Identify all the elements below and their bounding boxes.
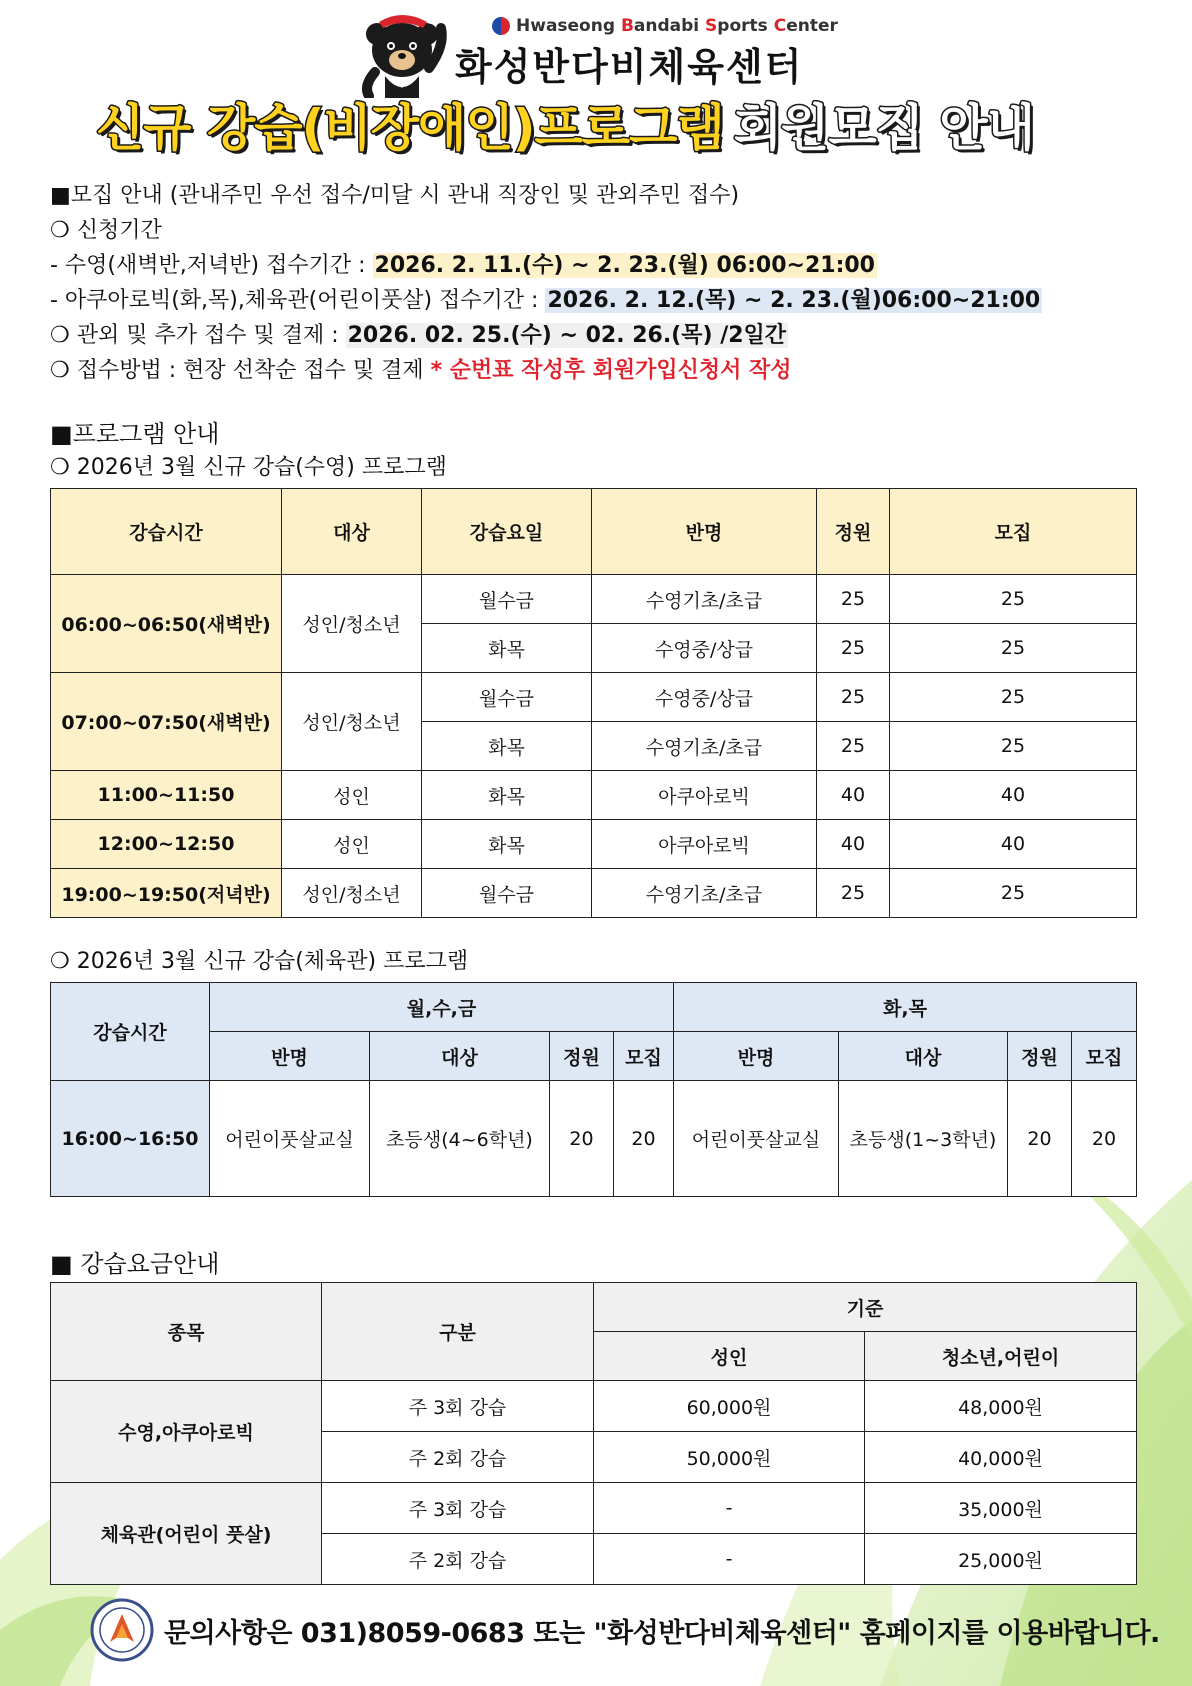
table-row	[51, 1381, 1137, 1432]
aqua-period-label: - 아쿠아로빅(화,목),체육관(어린이풋살) 접수기간 :	[50, 288, 546, 313]
period-label: ❍ 신청기간	[50, 218, 162, 243]
brand-en-part: C	[773, 16, 787, 36]
col-header: 반명	[210, 1032, 370, 1081]
extra-period-value: 2026. 02. 25.(수) ~ 02. 26.(목) /2일간	[347, 323, 787, 348]
col-header: 강습시간	[51, 489, 282, 575]
swim-period-label: - 수영(새벽반,저녁반) 접수기간 :	[50, 253, 373, 278]
recruit-heading: ■모집 안내 (관내주민 우선 접수/미달 시 관내 직장인 및 관외주민 접수)	[50, 183, 740, 208]
title-part-1: 신규 강습(비장애인)프로그램	[96, 99, 724, 157]
brand-en-part: enter	[786, 16, 838, 36]
cell-time: 07:00~07:50(새벽반)	[51, 673, 282, 771]
cell-class: 수영기초/초급	[592, 869, 817, 918]
swim-program-table	[50, 488, 1137, 918]
cell-recruit: 25	[890, 722, 1137, 771]
cell-target: 초등생(4~6학년)	[370, 1081, 550, 1197]
cell-adult: -	[594, 1483, 865, 1534]
cell-adult: 50,000원	[594, 1432, 865, 1483]
table-subheader-row	[51, 1032, 1137, 1081]
cell-cap: 25	[817, 869, 890, 918]
table-header-row	[51, 983, 1137, 1032]
cell-days: 화목	[422, 624, 592, 673]
col-header: 모집	[890, 489, 1137, 575]
cell-youth: 40,000원	[865, 1432, 1137, 1483]
cell-time: 12:00~12:50	[51, 820, 282, 869]
cell-cap: 40	[817, 771, 890, 820]
cell-recruit: 20	[614, 1081, 674, 1197]
swim-period-line	[50, 248, 1150, 283]
cell-class: 수영중/상급	[592, 673, 817, 722]
cell-days: 화목	[422, 771, 592, 820]
col-header: 반명	[592, 489, 817, 575]
cell-div: 주 2회 강습	[322, 1432, 594, 1483]
cell-class: 어린이풋살교실	[674, 1081, 839, 1197]
swim-period-value: 2026. 2. 11.(수) ~ 2. 23.(월) 06:00~21:00	[374, 253, 875, 278]
table-row	[51, 1483, 1137, 1534]
cell-days: 월수금	[422, 673, 592, 722]
col-header: 모집	[614, 1032, 674, 1081]
cell-target: 성인/청소년	[282, 575, 422, 673]
brand-en-part: B	[620, 16, 634, 36]
col-group-mwf: 월,수,금	[210, 983, 674, 1032]
cell-cap: 20	[550, 1081, 614, 1197]
cell-class: 어린이풋살교실	[210, 1081, 370, 1197]
col-header: 정원	[817, 489, 890, 575]
table-row	[51, 1081, 1137, 1197]
cell-kind: 수영,아쿠아로빅	[51, 1381, 322, 1483]
col-header: 대상	[370, 1032, 550, 1081]
cell-class: 수영기초/초급	[592, 722, 817, 771]
extra-period-line	[50, 318, 1150, 353]
cell-days: 월수금	[422, 575, 592, 624]
col-header: 정원	[1008, 1032, 1072, 1081]
contact-text: 문의사항은 031)8059-0683 또는 "화성반다비체육센터" 홈페이지를 이용바랍니다.	[164, 1617, 1160, 1649]
table-row	[51, 820, 1137, 869]
cell-cap: 25	[817, 722, 890, 771]
cell-target: 성인	[282, 771, 422, 820]
cell-recruit: 20	[1072, 1081, 1137, 1197]
method-note: * 순번표 작성후 회원가입신청서 작성	[430, 358, 792, 383]
method-line	[50, 353, 1150, 388]
col-header: 반명	[674, 1032, 839, 1081]
cell-cap: 25	[817, 575, 890, 624]
cell-recruit: 25	[890, 869, 1137, 918]
table-row	[51, 869, 1137, 918]
col-header-youth: 청소년,어린이	[865, 1332, 1137, 1381]
cell-recruit: 40	[890, 771, 1137, 820]
col-header: 모집	[1072, 1032, 1137, 1081]
table-row	[51, 771, 1137, 820]
aqua-period-line	[50, 283, 1150, 318]
col-header-kind: 종목	[51, 1283, 322, 1381]
table-row	[51, 673, 1137, 722]
brand-en-part: H	[516, 16, 531, 36]
page-title	[96, 88, 1034, 160]
cell-adult: 60,000원	[594, 1381, 865, 1432]
recruit-info	[50, 178, 1150, 388]
cell-div: 주 3회 강습	[322, 1483, 594, 1534]
bear-mascot-icon	[355, 6, 455, 98]
cell-kind: 체육관(어린이 풋살)	[51, 1483, 322, 1585]
col-group-tt: 화,목	[674, 983, 1137, 1032]
cell-cap: 20	[1008, 1081, 1072, 1197]
cell-time: 19:00~19:50(저녁반)	[51, 869, 282, 918]
cell-time: 06:00~06:50(새벽반)	[51, 575, 282, 673]
gym-program-title: ❍ 2026년 3월 신규 강습(체육관) 프로그램	[50, 949, 469, 974]
center-seal-icon	[90, 1598, 154, 1662]
cell-youth: 35,000원	[865, 1483, 1137, 1534]
brand-en-part: waseong	[530, 16, 621, 36]
cell-class: 아쿠아로빅	[592, 820, 817, 869]
center-logo-icon	[492, 17, 510, 35]
cell-target: 성인/청소년	[282, 673, 422, 771]
program-heading: ■프로그램 안내	[50, 420, 220, 448]
cell-div: 주 2회 강습	[322, 1534, 594, 1585]
table-header-row	[51, 489, 1137, 575]
cell-youth: 48,000원	[865, 1381, 1137, 1432]
cell-youth: 25,000원	[865, 1534, 1137, 1585]
gym-program-table	[50, 982, 1137, 1197]
cell-days: 화목	[422, 820, 592, 869]
fee-table	[50, 1282, 1137, 1585]
cell-recruit: 25	[890, 673, 1137, 722]
cell-cap: 40	[817, 820, 890, 869]
cell-target: 성인/청소년	[282, 869, 422, 918]
cell-class: 아쿠아로빅	[592, 771, 817, 820]
brand-en-part: andabi	[633, 16, 706, 36]
swim-program-title: ❍ 2026년 3월 신규 강습(수영) 프로그램	[50, 455, 447, 480]
cell-target: 초등생(1~3학년)	[839, 1081, 1008, 1197]
col-header: 강습요일	[422, 489, 592, 575]
cell-recruit: 25	[890, 575, 1137, 624]
footer	[90, 1598, 1160, 1662]
cell-class: 수영기초/초급	[592, 575, 817, 624]
table-row	[51, 575, 1137, 624]
cell-class: 수영중/상급	[592, 624, 817, 673]
table-header-row	[51, 1283, 1137, 1332]
col-header-div: 구분	[322, 1283, 594, 1381]
extra-period-label: ❍ 관외 및 추가 접수 및 결제 :	[50, 323, 346, 348]
cell-cap: 25	[817, 673, 890, 722]
brand-english	[492, 16, 838, 36]
cell-time: 16:00~16:50	[51, 1081, 210, 1197]
col-header: 대상	[282, 489, 422, 575]
col-header-adult: 성인	[594, 1332, 865, 1381]
brand-en-part: S	[705, 16, 718, 36]
cell-recruit: 25	[890, 624, 1137, 673]
col-header: 정원	[550, 1032, 614, 1081]
cell-days: 월수금	[422, 869, 592, 918]
fee-heading: ■ 강습요금안내	[50, 1250, 220, 1278]
title-part-2: 회원모집 안내	[733, 99, 1034, 157]
cell-target: 성인	[282, 820, 422, 869]
brand-en-part: ports	[717, 16, 774, 36]
cell-cap: 25	[817, 624, 890, 673]
brand-korean: 화성반다비체육센터	[455, 45, 804, 89]
cell-time: 11:00~11:50	[51, 771, 282, 820]
col-header: 대상	[839, 1032, 1008, 1081]
aqua-period-value: 2026. 2. 12.(목) ~ 2. 23.(월)06:00~21:00	[547, 288, 1041, 313]
cell-adult: -	[594, 1534, 865, 1585]
col-header-base: 기준	[594, 1283, 1137, 1332]
method-label: ❍ 접수방법 : 현장 선착순 접수 및 결제	[50, 358, 431, 383]
cell-div: 주 3회 강습	[322, 1381, 594, 1432]
header	[0, 0, 1192, 160]
cell-recruit: 40	[890, 820, 1137, 869]
col-header-time: 강습시간	[51, 983, 210, 1081]
cell-days: 화목	[422, 722, 592, 771]
